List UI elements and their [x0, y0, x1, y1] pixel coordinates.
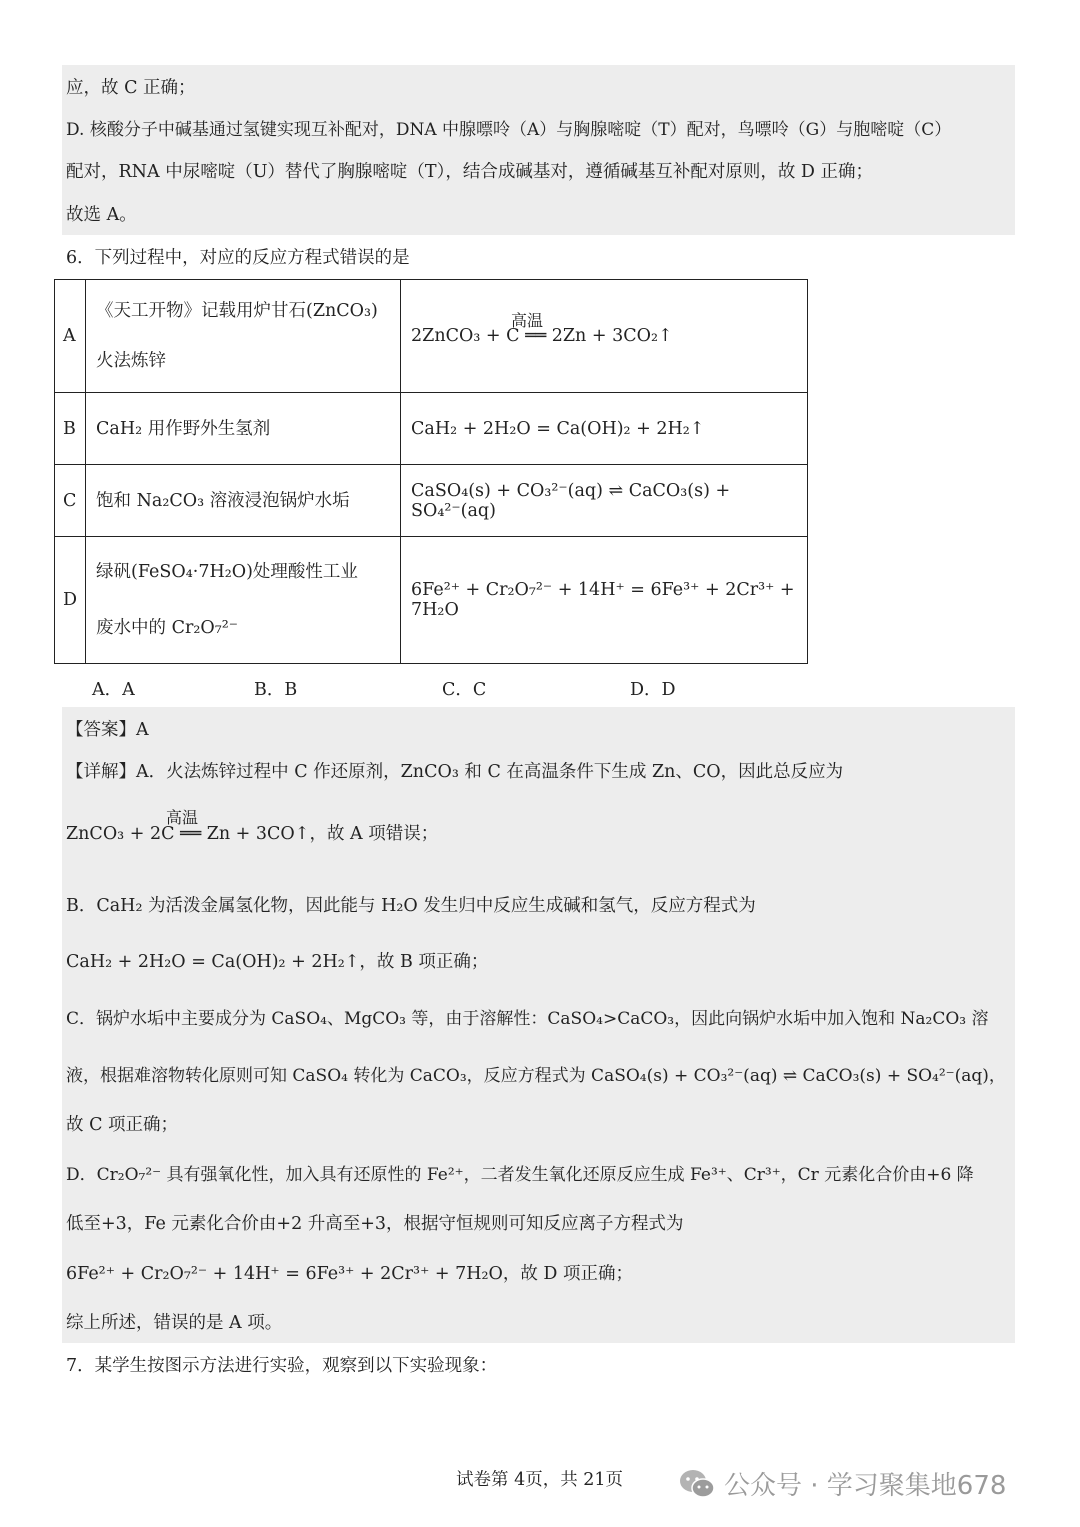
prev-line-c: 应，故 C 正确； — [66, 78, 196, 98]
row-description — [86, 465, 401, 537]
desc-line: 饱和 Na₂CO₃ 溶液浸泡锅炉水垢 — [96, 490, 350, 511]
choice-c: C．C — [442, 680, 487, 700]
row-description — [86, 393, 401, 465]
desc-line: 火法炼锌 — [96, 351, 167, 371]
question-6-stem: 6．下列过程中，对应的反应方程式错误的是 — [66, 248, 410, 268]
equation-text: ZnCO₃ + 2C ══ Zn + 3CO↑ — [66, 824, 310, 844]
desc-line: 《天工开物》记载用炉甘石(ZnCO₃) — [96, 301, 378, 321]
choice-b: B．B — [254, 680, 298, 700]
prev-line-d2: 配对，RNA 中尿嘧啶（U）替代了胸腺嘧啶（T），结合成碱基对，遵循碱基互补配对原则，故 D 正确； — [66, 162, 874, 182]
prev-line-choose: 故选 A。 — [66, 205, 137, 225]
watermark — [678, 1465, 1006, 1502]
row-key: A — [55, 280, 86, 393]
detail-b-line1: B．CaH₂ 为活泼金属氢化物，因此能与 H₂O 发生归中反应生成碱和氢气，反应方程式为 — [66, 896, 756, 916]
reaction-condition: 高温 — [166, 808, 199, 827]
equation-text: CaH₂ + 2H₂O = Ca(OH)₂ + 2H₂↑ — [411, 418, 705, 439]
choice-a: A．A — [92, 680, 135, 700]
detail-a-line1: 【详解】A．火法炼锌过程中 C 作还原剂，ZnCO₃ 和 C 在高温条件下生成 Zn、CO，因此总反应为 — [66, 762, 844, 782]
row-key: D — [55, 537, 86, 664]
row-key: B — [55, 393, 86, 465]
row-equation — [401, 393, 808, 465]
desc-line: 绿矾(FeSO₄·7H₂O)处理酸性工业 — [96, 562, 358, 582]
row-key: C — [55, 465, 86, 537]
table-row — [55, 537, 808, 664]
watermark-text: 公众号 · 学习聚集地678 — [724, 1471, 1007, 1501]
wechat-icon — [678, 1468, 716, 1500]
desc-line: 废水中的 Cr₂O₇²⁻ — [96, 618, 238, 638]
detail-c-line2: 液，根据难溶物转化原则可知 CaSO₄ 转化为 CaCO₃，反应方程式为 CaSO₄(s) + CO₃²⁻(aq) ⇌ CaCO₃(s) + SO₄²⁻(aq)， — [66, 1066, 1006, 1086]
summary-line: 综上所述，错误的是 A 项。 — [66, 1313, 283, 1333]
detail-a-line2 — [66, 808, 439, 846]
table-row — [55, 280, 808, 393]
detail-d-line1: D．Cr₂O₇²⁻ 具有强氧化性，加入具有还原性的 Fe²⁺，二者发生氧化还原反应生成 Fe³⁺、Cr³⁺，Cr 元素化合价由+6 降 — [66, 1165, 974, 1185]
detail-d-line2: 低至+3，Fe 元素化合价由+2 升高至+3，根据守恒规则可知反应离子方程式为 — [66, 1214, 684, 1234]
row-description — [86, 537, 401, 664]
answer-line: 【答案】A — [66, 720, 149, 740]
row-equation — [401, 465, 808, 537]
table-row — [55, 465, 808, 537]
row-equation: 高温 2ZnCO₃ + C ══ 2Zn + 3CO₂↑ — [401, 280, 808, 393]
choice-d: D．D — [630, 680, 676, 700]
row-equation — [401, 537, 808, 664]
detail-a-tail: ，故 A 项错误； — [309, 824, 439, 844]
row-description — [86, 280, 401, 393]
question-6-table — [54, 279, 808, 664]
table-row — [55, 393, 808, 465]
detail-d-line3: 6Fe²⁺ + Cr₂O₇²⁻ + 14H⁺ = 6Fe³⁺ + 2Cr³⁺ + 7H₂O，故 D 项正确； — [66, 1264, 634, 1284]
page-footer: 试卷第 4页，共 21页 — [456, 1470, 624, 1490]
equation-text: 6Fe²⁺ + Cr₂O₇²⁻ + 14H⁺ = 6Fe³⁺ + 2Cr³⁺ + 7H₂O — [411, 580, 795, 620]
detail-c-line3: 故 C 项正确； — [66, 1115, 179, 1135]
prev-explanation-block — [62, 65, 1015, 235]
detail-b-line2: CaH₂ + 2H₂O = Ca(OH)₂ + 2H₂↑，故 B 项正确； — [66, 952, 489, 972]
detail-c-line1: C．锅炉水垢中主要成分为 CaSO₄、MgCO₃ 等，由于溶解性：CaSO₄>CaCO₃，因此向锅炉水垢中加入饱和 Na₂CO₃ 溶 — [66, 1009, 989, 1029]
equation-text: CaSO₄(s) + CO₃²⁻(aq) ⇌ CaCO₃(s) + SO₄²⁻(aq) — [411, 480, 731, 521]
desc-line: CaH₂ 用作野外生氢剂 — [96, 418, 271, 439]
question-7-stem: 7．某学生按图示方法进行实验，观察到以下实验现象： — [66, 1356, 498, 1376]
prev-line-d1: D. 核酸分子中碱基通过氢键实现互补配对，DNA 中腺嘌呤（A）与胸腺嘧啶（T）配对，鸟嘌呤（G）与胞嘧啶（C） — [66, 120, 952, 140]
equation-text: 2ZnCO₃ + C ══ 2Zn + 3CO₂↑ — [411, 326, 673, 346]
